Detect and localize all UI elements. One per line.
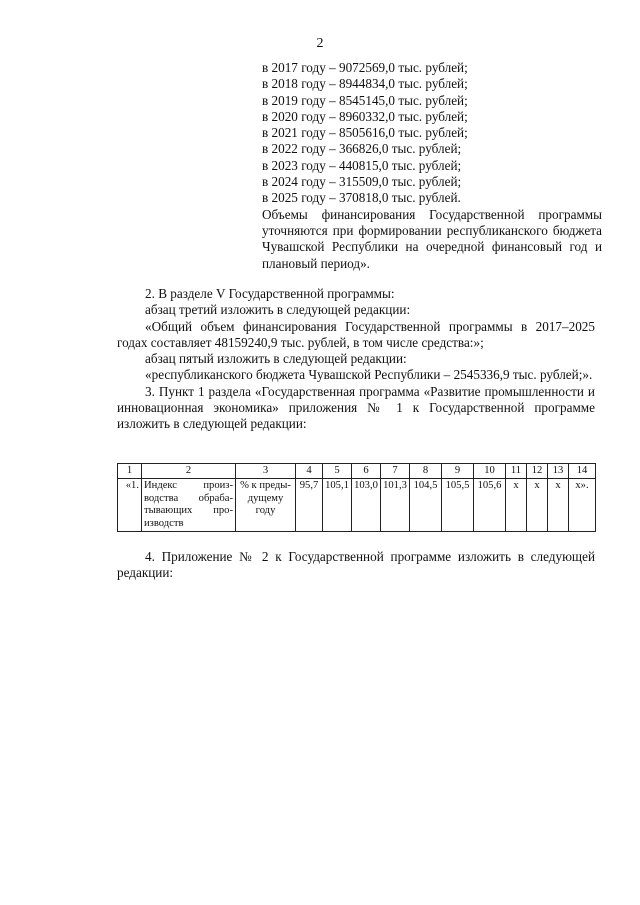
header-cell: 9 [442, 464, 474, 479]
value-cell: 103,0 [352, 479, 381, 532]
paragraph: 3. Пункт 1 раздела «Государственная программа «Развитие промышленности и инновационная экономика» приложения № 1 к Государственной программе изложить в следующей редакции: [117, 383, 595, 432]
value-cell: 95,7 [296, 479, 323, 532]
funding-amount-line: в 2021 году – 8505616,0 тыс. рублей; [262, 125, 468, 141]
header-cell: 4 [296, 464, 323, 479]
funding-amount-line: в 2018 году – 8944834,0 тыс. рублей; [262, 76, 468, 92]
paragraph: «республиканского бюджета Чувашской Республики – 2545336,9 тыс. рублей;». [145, 367, 593, 383]
row-number-cell: «1. [118, 479, 142, 532]
funding-amount-line: в 2024 году – 315509,0 тыс. рублей; [262, 174, 462, 190]
indicator-table [117, 463, 596, 532]
header-cell: 10 [474, 464, 506, 479]
table-row [118, 479, 596, 532]
header-cell: 11 [506, 464, 527, 479]
value-cell: х». [569, 479, 596, 532]
page-number: 2 [316, 36, 324, 51]
header-cell: 14 [569, 464, 596, 479]
header-cell: 8 [410, 464, 442, 479]
value-cell: 105,1 [323, 479, 352, 532]
funding-amount-line: в 2023 году – 440815,0 тыс. рублей; [262, 157, 462, 173]
funding-amount-line: в 2017 году – 9072569,0 тыс. рублей; [262, 60, 468, 75]
funding-amount-line: в 2025 году – 370818,0 тыс. рублей. [262, 190, 461, 206]
funding-amount-line: в 2022 году – 366826,0 тыс. рублей; [262, 141, 462, 157]
table-header-row [118, 464, 596, 479]
value-cell: 105,5 [442, 479, 474, 532]
value-cell: х [548, 479, 569, 532]
closing-text [117, 549, 595, 582]
indicator-name-cell: Индекс производства обрабатывающих производств [142, 479, 236, 532]
paragraph: абзац пятый изложить в следующей редакции: [145, 351, 407, 367]
header-cell: 12 [527, 464, 548, 479]
header-cell: 5 [323, 464, 352, 479]
value-cell: 105,6 [474, 479, 506, 532]
header-cell: 1 [118, 464, 142, 479]
paragraph: абзац третий изложить в следующей редакции: [145, 302, 411, 318]
value-cell: х [527, 479, 548, 532]
amendment-text [117, 286, 595, 433]
header-cell: 2 [142, 464, 236, 479]
header-cell: 6 [352, 464, 381, 479]
funding-amounts-block [262, 60, 602, 272]
value-cell: 104,5 [410, 479, 442, 532]
value-cell: х [506, 479, 527, 532]
paragraph: 4. Приложение № 2 к Государственной программе изложить в следующей редакции: [117, 549, 595, 581]
funding-note: Объемы финансирования Государственной программы уточняются при формировании республиканского бюджета Чувашской Республики на очередной финансовый год и плановый период». [262, 206, 602, 271]
funding-amount-line: в 2020 году – 8960332,0 тыс. рублей; [262, 108, 468, 124]
paragraph: «Общий объем финансирования Государственной программы в 2017–2025 годах составляет 48159240,9 тыс. рублей, в том числе средства:»; [117, 318, 595, 350]
header-cell: 13 [548, 464, 569, 479]
header-cell: 7 [381, 464, 410, 479]
header-cell: 3 [236, 464, 296, 479]
funding-amount-line: в 2019 году – 8545145,0 тыс. рублей; [262, 92, 468, 108]
paragraph: 2. В разделе V Государственной программы: [145, 286, 395, 301]
value-cell: 101,3 [381, 479, 410, 532]
unit-cell: % к предыдущему году [236, 479, 296, 532]
